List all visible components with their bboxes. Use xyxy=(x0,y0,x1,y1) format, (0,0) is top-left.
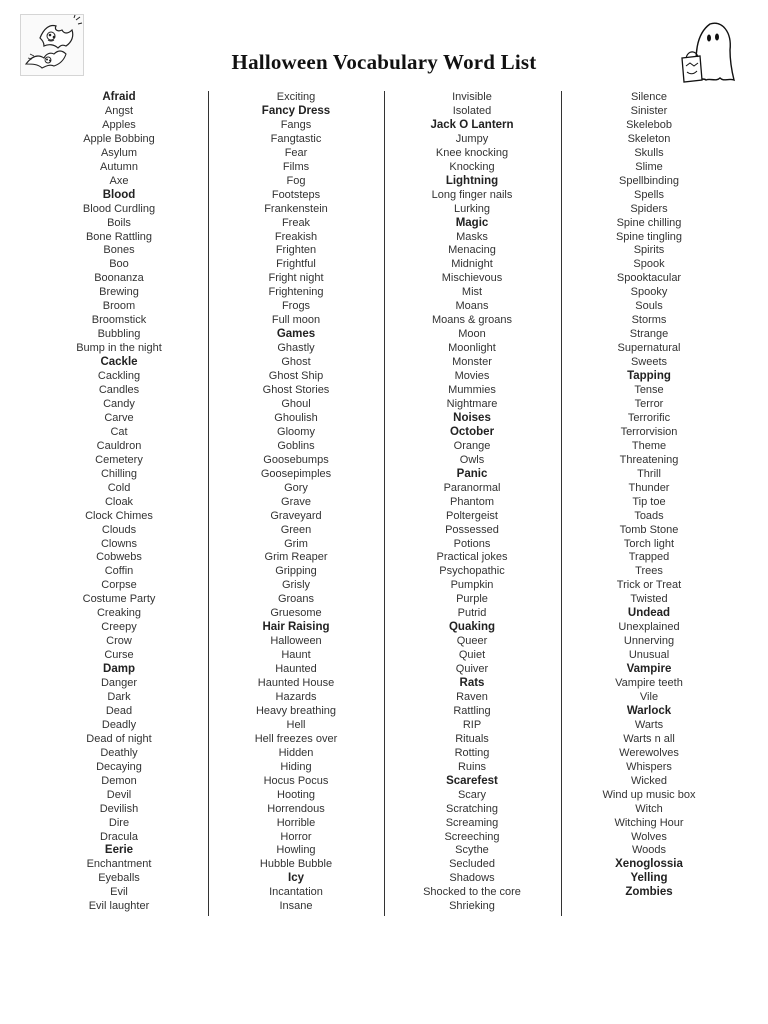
word-list-item: Fog xyxy=(286,174,306,187)
word-list-item: Unnerving xyxy=(623,635,675,648)
word-list-item: Rotting xyxy=(454,746,490,759)
word-list-item: Ghastly xyxy=(277,342,315,355)
word-list-item: Frightful xyxy=(276,258,316,271)
word-list-item: Sinister xyxy=(630,104,668,117)
word-list-item: Ghost Ship xyxy=(268,370,324,383)
word-list-item: Ghoul xyxy=(281,397,311,410)
word-list-item: Twisted xyxy=(630,593,668,606)
word-list-item: Horrendous xyxy=(267,802,325,815)
word-list-item: October xyxy=(449,425,495,438)
word-list-item: Demon xyxy=(101,774,137,787)
word-list-item: Heavy breathing xyxy=(255,704,337,717)
word-list-item: Warts xyxy=(634,718,664,731)
word-list-item: Gloomy xyxy=(277,425,315,438)
word-list-item: Orange xyxy=(453,439,491,452)
word-list-item: Gruesome xyxy=(270,607,322,620)
word-list-item: Pumpkin xyxy=(450,579,494,592)
word-list-item: Yelling xyxy=(630,872,668,885)
word-list-item: Fright night xyxy=(268,272,324,285)
word-list-item: Cobwebs xyxy=(96,551,142,564)
word-list-item: Vile xyxy=(639,690,659,703)
word-list-item: Fancy Dress xyxy=(261,104,331,117)
word-list-item: Coffin xyxy=(104,565,134,578)
word-list-item: Woods xyxy=(631,844,667,857)
word-list-item: Boils xyxy=(107,216,131,229)
word-list-item: Silence xyxy=(630,91,668,103)
word-list-item: Hiding xyxy=(280,760,312,773)
word-list-item: Eyeballs xyxy=(98,872,140,885)
word-list-item: Moans & groans xyxy=(431,314,513,327)
word-list-item: Afraid xyxy=(102,91,136,103)
word-list-item: Ghoulish xyxy=(274,411,318,424)
word-list-item: Ghost xyxy=(281,356,311,369)
word-list-item: Thrill xyxy=(637,467,661,480)
word-list-item: Threatening xyxy=(619,453,679,466)
word-list-item: Terror xyxy=(634,397,664,410)
word-list-item: Frightening xyxy=(268,286,324,299)
word-column-4 xyxy=(561,91,737,916)
word-list-item: Bone Rattling xyxy=(85,230,153,243)
word-list-item: Insane xyxy=(279,900,313,913)
word-list-item: Hazards xyxy=(275,690,317,703)
word-list-item: Dracula xyxy=(100,830,138,843)
word-list-item: Frankenstein xyxy=(264,202,328,215)
word-list-item: Eerie xyxy=(104,844,134,857)
word-list-item: Freak xyxy=(281,216,311,229)
word-list-item: Souls xyxy=(635,300,663,313)
word-list-item: Poltergeist xyxy=(446,509,498,522)
word-column-1 xyxy=(31,91,207,916)
word-list-item: Creepy xyxy=(101,621,137,634)
word-list-item: Possessed xyxy=(445,523,499,536)
word-list-item: Cackle xyxy=(100,356,138,369)
word-list-item: Ghost Stories xyxy=(262,384,330,397)
word-list-item: Freakish xyxy=(274,230,318,243)
word-list-item: Clowns xyxy=(100,537,138,550)
word-list-item: Tapping xyxy=(627,370,671,383)
word-list-item: Fear xyxy=(284,146,308,159)
word-list-item: Creaking xyxy=(96,607,142,620)
word-list-item: Monster xyxy=(452,356,492,369)
word-list-item: Knocking xyxy=(449,160,495,173)
word-list-item: Ruins xyxy=(457,760,487,773)
word-list-item: Terrorific xyxy=(627,411,671,424)
word-list-item: Nightmare xyxy=(446,397,498,410)
word-list-item: Undead xyxy=(627,607,671,620)
word-list-item: Spooktacular xyxy=(616,272,682,285)
word-list-item: Graveyard xyxy=(270,509,322,522)
word-list-item: Full moon xyxy=(271,314,321,327)
word-list-item: Knee knocking xyxy=(435,146,509,159)
word-list-item: Screaming xyxy=(445,816,499,829)
word-list-item: Storms xyxy=(631,314,667,327)
word-list-item: Cloak xyxy=(104,495,134,508)
word-list-item: Broomstick xyxy=(91,314,147,327)
word-list-item: Groans xyxy=(277,593,315,606)
word-list-item: Paranormal xyxy=(443,481,501,494)
word-list-item: Secluded xyxy=(449,858,495,871)
word-list-item: Spine chilling xyxy=(616,216,682,229)
word-list-item: Scythe xyxy=(455,844,489,857)
word-list-item: Axe xyxy=(109,174,129,187)
word-list-item: Mist xyxy=(461,286,483,299)
word-list-item: Frighten xyxy=(275,244,317,257)
word-list-item: Gory xyxy=(284,481,308,494)
word-list-item: Gripping xyxy=(275,565,317,578)
word-list-item: Warlock xyxy=(626,704,672,717)
word-list-item: Rattling xyxy=(453,704,491,717)
word-list-item: Werewolves xyxy=(619,746,679,759)
word-list-item: Boonanza xyxy=(94,272,144,285)
word-list-item: Unusual xyxy=(628,649,670,662)
word-list-item: Spine tingling xyxy=(615,230,683,243)
word-list-item: Practical jokes xyxy=(436,551,508,564)
word-list-item: Invisible xyxy=(452,91,492,103)
word-list-item: Spirits xyxy=(633,244,665,257)
word-list-item: Devilish xyxy=(99,802,139,815)
word-list-item: Footsteps xyxy=(271,188,321,201)
word-list-item: Halloween xyxy=(270,635,322,648)
word-list-item: Apples xyxy=(102,118,136,131)
word-list-item: Icy xyxy=(288,872,304,885)
word-list-item: Jumpy xyxy=(455,132,489,145)
word-list-item: Spells xyxy=(634,188,664,201)
word-list-item: Crow xyxy=(106,635,132,648)
word-list-item: Haunted House xyxy=(257,677,335,690)
word-list-item: Sweets xyxy=(630,356,668,369)
word-list-item: Costume Party xyxy=(82,593,156,606)
word-list-item: Clock Chimes xyxy=(85,509,153,522)
word-list-item: Potions xyxy=(453,537,491,550)
word-list-item: Blood xyxy=(102,188,136,201)
word-list-item: Panic xyxy=(456,467,488,480)
word-list-item: Incantation xyxy=(269,886,323,899)
page-title: Halloween Vocabulary Word List xyxy=(231,50,537,74)
word-list-item: Hair Raising xyxy=(262,621,330,634)
word-list-item: Spellbinding xyxy=(619,174,679,187)
word-list-item: Danger xyxy=(100,677,138,690)
word-list-item: Films xyxy=(282,160,310,173)
word-list-item: Skeleton xyxy=(627,132,671,145)
word-list-item: Evil xyxy=(110,886,128,899)
ghost-clipart-icon xyxy=(676,16,736,86)
word-list-item: Tip toe xyxy=(632,495,666,508)
word-list-item: Toads xyxy=(634,509,664,522)
word-list-item: Angst xyxy=(104,104,134,117)
word-list-item: Screeching xyxy=(444,830,500,843)
word-list-item: Purple xyxy=(456,593,488,606)
word-list-item: Lurking xyxy=(453,202,491,215)
word-list-item: Supernatural xyxy=(617,342,681,355)
word-list-item: Hubble Bubble xyxy=(259,858,333,871)
word-list-item: Devil xyxy=(106,788,132,801)
word-list-item: Deathly xyxy=(100,746,138,759)
word-list-item: Mummies xyxy=(448,384,496,397)
word-list-item: Howling xyxy=(276,844,316,857)
word-list-item: Wolves xyxy=(631,830,667,843)
word-list-item: Trick or Treat xyxy=(616,579,682,592)
word-list-item: Autumn xyxy=(100,160,138,173)
word-list-item: Corpse xyxy=(101,579,137,592)
word-list-item: Cemetery xyxy=(95,453,143,466)
word-list-item: Queer xyxy=(456,635,488,648)
word-list-item: Bump in the night xyxy=(76,342,162,355)
word-list-item: Horrible xyxy=(276,816,316,829)
word-list-item: Mischievous xyxy=(441,272,503,285)
word-list-item: Strange xyxy=(629,328,669,341)
word-list-item: Moonlight xyxy=(448,342,496,355)
word-list-item: Movies xyxy=(454,370,490,383)
word-list-item: Trapped xyxy=(628,551,670,564)
word-list-item: Candy xyxy=(103,397,135,410)
word-list-item: Psychopathic xyxy=(439,565,505,578)
word-list-item: Torch light xyxy=(623,537,675,550)
word-list-item: Grim Reaper xyxy=(264,551,328,564)
word-list-item: Boo xyxy=(109,258,129,271)
word-list-item: Carve xyxy=(104,411,134,424)
word-list-item: Isolated xyxy=(452,104,492,117)
word-list-item: Exciting xyxy=(276,91,316,103)
word-list-item: Cackling xyxy=(97,370,141,383)
word-list-item: Broom xyxy=(102,300,136,313)
word-list-item: Evil laughter xyxy=(88,900,150,913)
word-list-item: Scarefest xyxy=(446,774,498,787)
word-list-item: Brewing xyxy=(99,286,139,299)
word-list-item: Shadows xyxy=(449,872,495,885)
word-list-item: Xenoglossia xyxy=(615,858,683,871)
word-list-item: Frogs xyxy=(281,300,311,313)
word-list-item: Bones xyxy=(103,244,135,257)
word-list-item: Skulls xyxy=(634,146,664,159)
word-list-item: Horror xyxy=(280,830,312,843)
word-list-item: Blood Curdling xyxy=(82,202,156,215)
word-list-item: Phantom xyxy=(449,495,495,508)
word-list-item: Unexplained xyxy=(618,621,680,634)
word-list-item: Vampire teeth xyxy=(615,677,683,690)
word-list-item: Asylum xyxy=(100,146,138,159)
word-list-item: Rats xyxy=(459,677,485,690)
word-list-item: Terrorvision xyxy=(620,425,678,438)
word-list-item: Vampire xyxy=(626,663,672,676)
word-list-item: Long finger nails xyxy=(431,188,513,201)
word-list-item: Bubbling xyxy=(97,328,141,341)
word-list-item: Skelebob xyxy=(626,118,672,131)
word-list-item: Haunt xyxy=(281,649,311,662)
word-list-item: Curse xyxy=(104,649,134,662)
word-list-item: Quiet xyxy=(458,649,486,662)
word-list-item: Slime xyxy=(635,160,663,173)
word-list-item: Cat xyxy=(110,425,128,438)
word-list-item: Spiders xyxy=(630,202,668,215)
word-list-item: Lightning xyxy=(445,174,499,187)
word-list-item: Rituals xyxy=(455,732,489,745)
word-list-item: Deadly xyxy=(101,718,137,731)
word-list-item: Hocus Pocus xyxy=(263,774,329,787)
word-list-item: Witch xyxy=(635,802,663,815)
word-list-item: Theme xyxy=(631,439,667,452)
word-list-item: Spook xyxy=(633,258,665,271)
word-list-item: Damp xyxy=(103,663,135,676)
word-list-item: Hooting xyxy=(277,788,315,801)
word-list-columns xyxy=(31,91,737,916)
word-list-item: Wicked xyxy=(630,774,668,787)
word-list-item: Noises xyxy=(453,411,491,424)
word-list-item: Moon xyxy=(458,328,486,341)
word-list-item: Putrid xyxy=(457,607,487,620)
word-list-item: Chilling xyxy=(100,467,138,480)
word-list-item: Enchantment xyxy=(86,858,152,871)
word-list-item: RIP xyxy=(462,718,482,731)
word-list-item: Wind up music box xyxy=(602,788,696,801)
word-list-item: Clouds xyxy=(101,523,137,536)
word-list-item: Fangtastic xyxy=(270,132,322,145)
word-list-item: Decaying xyxy=(96,760,142,773)
word-list-item: Midnight xyxy=(451,258,493,271)
word-list-item: Raven xyxy=(456,690,488,703)
word-list-item: Cold xyxy=(107,481,131,494)
word-list-item: Hidden xyxy=(278,746,314,759)
word-list-item: Scary xyxy=(457,788,487,801)
word-column-3 xyxy=(384,91,560,916)
word-list-item: Owls xyxy=(459,453,485,466)
word-list-item: Goosebumps xyxy=(263,453,329,466)
word-list-item: Tomb Stone xyxy=(619,523,679,536)
word-list-item: Moans xyxy=(455,300,489,313)
word-list-item: Tense xyxy=(634,384,664,397)
word-list-item: Warts n all xyxy=(623,732,675,745)
word-list-item: Candles xyxy=(98,384,140,397)
word-list-item: Magic xyxy=(455,216,489,229)
word-list-item: Quaking xyxy=(448,621,495,634)
word-list-item: Dead of night xyxy=(86,732,152,745)
word-list-item: Zombies xyxy=(625,886,673,899)
word-list-item: Dark xyxy=(107,690,131,703)
word-list-item: Jack O Lantern xyxy=(430,118,514,131)
word-list-item: Dead xyxy=(105,704,133,717)
word-list-item: Grisly xyxy=(281,579,311,592)
word-list-item: Shrieking xyxy=(449,900,495,913)
word-list-item: Cauldron xyxy=(96,439,142,452)
word-list-item: Witching Hour xyxy=(614,816,684,829)
word-list-item: Games xyxy=(276,328,316,341)
word-list-item: Masks xyxy=(456,230,488,243)
word-list-item: Green xyxy=(280,523,312,536)
word-list-item: Dire xyxy=(108,816,130,829)
word-list-item: Goblins xyxy=(277,439,315,452)
word-list-item: Quiver xyxy=(455,663,489,676)
word-list-item: Thunder xyxy=(628,481,670,494)
word-list-item: Apple Bobbing xyxy=(83,132,155,145)
word-list-item: Shocked to the core xyxy=(423,886,521,899)
word-list-item: Fangs xyxy=(280,118,312,131)
word-list-item: Grave xyxy=(281,495,311,508)
word-list-item: Haunted xyxy=(275,663,317,676)
word-list-item: Spooky xyxy=(630,286,668,299)
word-list-item: Goosepimples xyxy=(260,467,332,480)
word-list-item: Hell freezes over xyxy=(254,732,338,745)
word-list-item: Hell xyxy=(286,718,306,731)
word-list-item: Scratching xyxy=(446,802,498,815)
word-column-2 xyxy=(208,91,384,916)
word-list-item: Grim xyxy=(284,537,308,550)
word-list-item: Trees xyxy=(635,565,663,578)
word-list-item: Menacing xyxy=(448,244,496,257)
word-list-item: Whispers xyxy=(626,760,672,773)
